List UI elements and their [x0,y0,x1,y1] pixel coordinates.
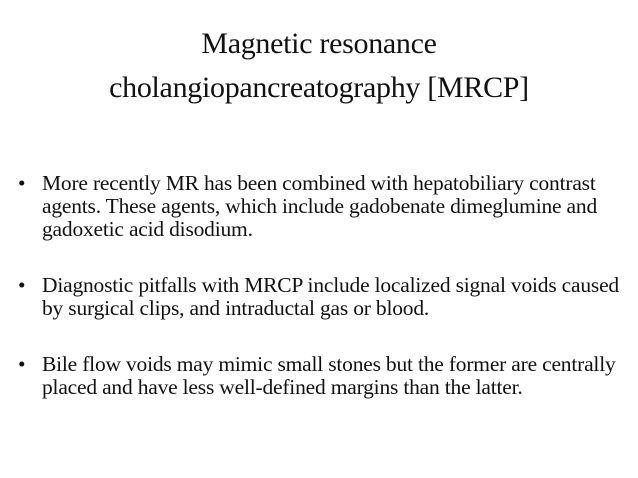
bullet-item-contrast-agents [14,172,624,241]
bullet-dot-icon: • [18,273,26,297]
bullet-text: More recently MR has been combined with hepatobiliary contrast agents. These agents, which include gadobenate dimeglumine and gadoxetic acid disodium. [42,171,597,241]
bullet-dot-icon: • [18,171,26,195]
bullet-dot-icon: • [18,352,26,376]
slide-title-line-1: Magnetic resonance [201,27,437,60]
bullet-text: Diagnostic pitfalls with MRCP include localized signal voids caused by surgical clips, and intraductal gas or blood. [42,273,619,320]
bullet-item-bile-flow-voids [14,353,624,399]
slide-title [0,22,638,110]
slide-title-line-2: cholangiopancreatography [MRCP] [109,71,529,104]
bullet-item-diagnostic-pitfalls [14,274,624,320]
bullet-text: Bile flow voids may mimic small stones but the former are centrally placed and have less well-defined margins than the latter. [42,352,616,399]
bullet-list [14,172,624,399]
